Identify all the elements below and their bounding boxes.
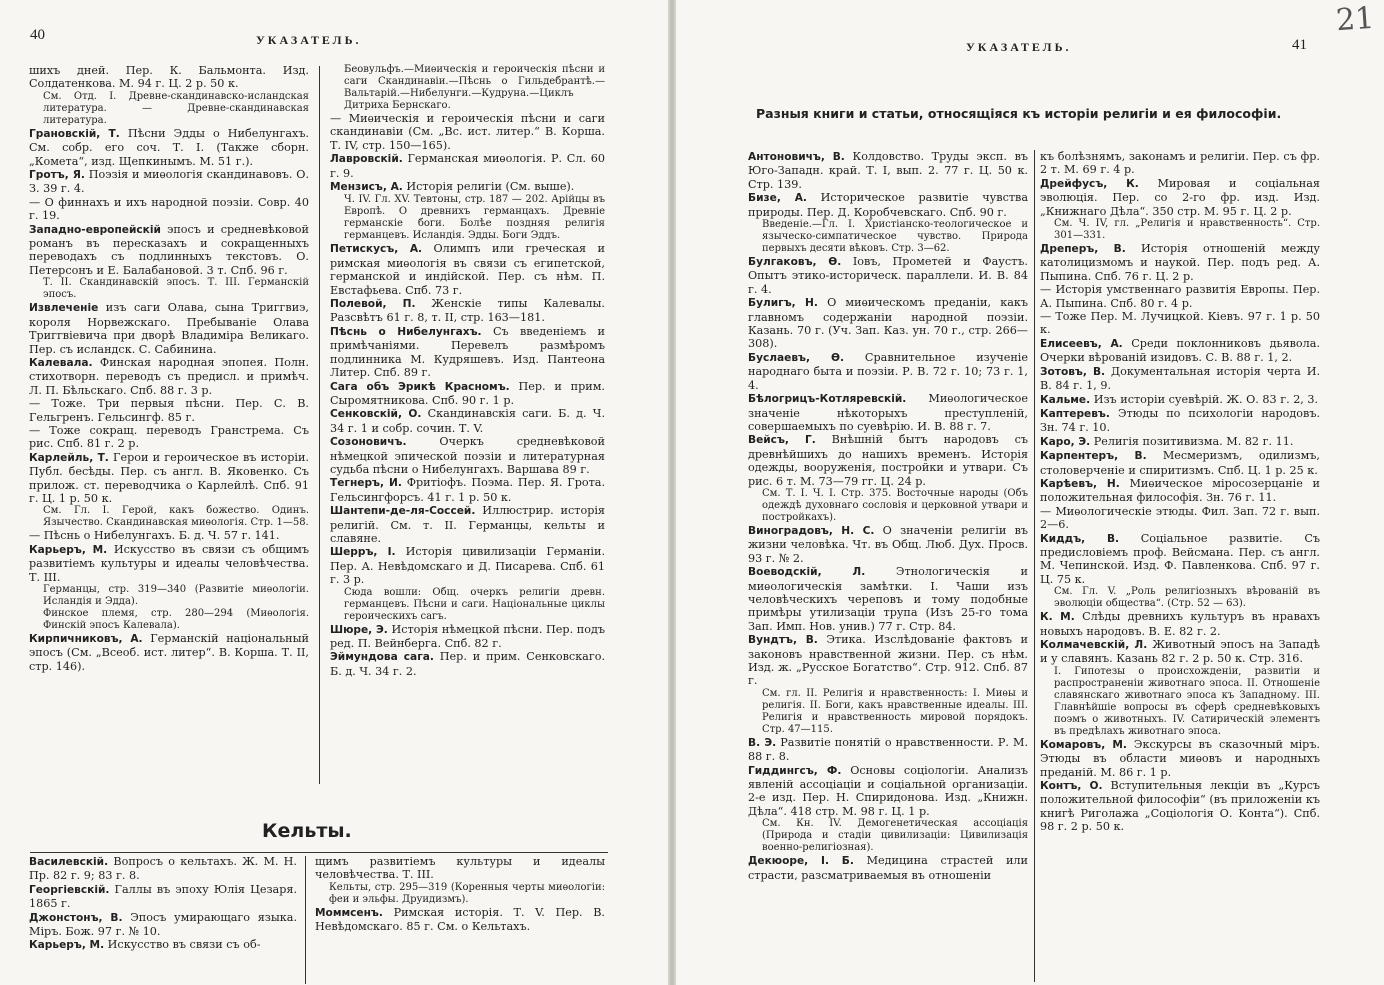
entry-text: Кельты, стр. 295—319 (Коренныя черты миѳологіи: феи и эльфы. Друидизмъ).: [329, 881, 605, 905]
index-entry: [1040, 532, 1320, 587]
entry-text: I. Гипотезы о происхожденіи, развитіи и распространеніи животнаго эпоса. II. Отношеніе славянскаго животнаго эпоса къ Западному. III. Главнѣйшіе вопросы въ сферѣ средневѣковыхъ поэмъ о животныхъ. IV. Сатирическій элементъ въ предѣлахъ животнаго эпоса.: [1054, 665, 1320, 737]
entry-author: Моммсенъ.: [315, 906, 383, 919]
entry-author: Созоновичъ.: [330, 436, 407, 449]
index-entry: [330, 180, 605, 194]
index-entry: [29, 196, 309, 223]
column-rule: [319, 66, 320, 784]
entry-note: [330, 587, 605, 623]
index-entry: [330, 650, 605, 678]
entry-text: Изъ исторіи суевѣрій. Ж. О. 83 г. 2, 3.: [1093, 392, 1319, 406]
entry-text: Римская исторія. Т. V. Пер. В. Невѣдомскаго. 85 г. См. о Кельтахъ.: [315, 905, 605, 934]
index-entry: [29, 543, 309, 584]
entry-text: Этюды по психологіи народовъ. Зн. 74 г. 10.: [1040, 406, 1320, 435]
section-heading: Разныя книги и статьи, относящіяся къ исторіи религіи и ея философіи.: [756, 106, 1282, 121]
entry-author: Комаровъ, М.: [1040, 738, 1127, 751]
entry-text: См. Гл. V. „Роль религіозныхъ вѣрованій въ эволюціи общества“. (Стр. 52 — 63).: [1054, 586, 1320, 610]
entry-author: Карлейль, Т.: [29, 451, 109, 464]
entry-text: Галлы въ эпоху Юлія Цезаря. 1865 г.: [29, 882, 297, 911]
entry-author: Контъ, О.: [1040, 780, 1103, 793]
entry-text: Соціальное развитіе. Съ предисловіемъ проф. Вейсмана. Пер. съ англ. М. Чепинской. Изд. Ф. Павленкова. Спб. 97 г. Ц. 75 к.: [1040, 531, 1321, 586]
index-entry: [1040, 242, 1320, 283]
entry-text: Вступительныя лекціи въ „Курсъ положительной философіи“ (въ приложеніи къ книгѣ Риголажа „Соціологія О. Конта“). Спб. 98 г. 2 р. 50 к.: [1040, 779, 1320, 834]
entry-author: Дреперъ, В.: [1040, 243, 1126, 256]
index-entry: [1040, 610, 1320, 638]
entry-note: [315, 882, 605, 906]
entry-author: Карѣевъ, Н.: [1040, 477, 1120, 490]
entry-note: [748, 488, 1028, 524]
entry-text: эпосъ и средневѣковой романъ въ пересказахъ и сокращенныхъ переводахъ съ подлинныхъ текстовъ. О. Петерсонъ и Е. Балабановой. 3 т. Спб. 96 г.: [29, 222, 309, 277]
entry-author: Декюоре, I. Б.: [748, 855, 854, 868]
entry-text: Документальная исторія черта И. В. 84 г. 1, 9.: [1040, 364, 1321, 393]
page-number: 40: [30, 27, 45, 43]
entry-text: Олимпъ или греческая и римская миѳологія въ связи съ египетской, германской и индійской. Пер. съ нѣм. П. Евстафьева. Спб. 73 г.: [330, 242, 605, 297]
entry-author: Гротъ, Я.: [29, 169, 85, 182]
index-entry: [330, 504, 605, 545]
entry-author: Каптеревъ.: [1040, 407, 1110, 420]
entry-text: Иллюстрир. исторія религій. См. т. II. Германцы, кельты и славяне.: [330, 504, 605, 545]
entry-author: Мензисъ, А.: [330, 181, 403, 194]
index-entry: [1040, 283, 1320, 310]
entry-author: Кирпичниковъ, А.: [29, 633, 143, 645]
entry-text: Религія позитивизма. М. 82 г. 11.: [1093, 434, 1294, 448]
entry-author: Василевскій.: [29, 856, 109, 868]
entry-note: [29, 584, 309, 608]
index-entry: [748, 736, 1028, 764]
entry-author: В. Э.: [748, 736, 777, 749]
entry-author: Бѣлогрицъ-Котляревскій.: [748, 393, 907, 406]
entry-author: Виноградовъ, Н. С.: [748, 524, 875, 537]
index-entry: [330, 297, 605, 325]
entry-text: Германскій національный эпосъ (См. „Всеоб. ист. литер“. В. Корша. Т. II, стр. 146).: [29, 632, 309, 673]
entry-author: Эймундова сага.: [330, 651, 434, 664]
entry-text: Животный эпосъ на Западѣ и у славянъ. Казань 82 г. 2 р. 50 к. Стр. 316.: [1040, 638, 1320, 666]
entry-text: Введеніе.—Гл. I. Христіанско-теологическое и языческо-симпатическое чувство. Природа первыхъ десяти вѣковъ. Стр. 3—62.: [762, 219, 1028, 255]
index-entry: [748, 392, 1028, 433]
index-entry: [1040, 407, 1320, 435]
entry-author: Шерръ, I.: [330, 546, 396, 559]
entry-author: Вундтъ, В.: [748, 634, 818, 647]
section-heading: Кельты.: [262, 820, 352, 842]
entry-text: Герои и героическое въ исторіи. Публ. бесѣды. Пер. съ англ. В. Яковенко. Съ прилож. ст. переводчика о Карлейлѣ. Спб. 91 г. Ц. 1 р. 50 к.: [29, 450, 309, 505]
index-entry: [29, 301, 309, 356]
entry-text: шихъ дней. Пер. К. Бальмонта. Изд. Солдатенкова. М. 94 г. Ц. 2 р. 50 к.: [29, 64, 309, 91]
entry-text: Искусство въ связи съ об-: [107, 938, 261, 952]
entry-author: Воеводскій, Л.: [748, 566, 866, 579]
index-column: [315, 855, 605, 934]
index-entry: [29, 911, 297, 939]
index-entry: [330, 152, 605, 180]
entry-author: Каро, Э.: [1040, 435, 1091, 448]
entry-note: [330, 194, 605, 242]
entry-text: Эпосъ умирающаго языка. Міръ. Бож. 97 г. № 10.: [29, 910, 298, 939]
entry-text: Скандинавскія саги. Б. д. Ч. 34 г. 1 и собр. сочин. Т. V.: [330, 407, 605, 435]
index-entry: [330, 380, 605, 408]
entry-author: Сага объ Эрикѣ Красномъ.: [330, 380, 510, 393]
entry-author: Извлеченіе: [29, 302, 99, 315]
entry-text: Этнологическія и миѳологическія замѣтки. I. Чаши изъ человѣческихъ череповъ и тому подобные примѣры утилизаціи трупа (Изъ 25-го тома Зап. Имп. Нов. унив.) 77 г. Стр. 84.: [748, 565, 1029, 633]
index-entry: [748, 854, 1028, 882]
page-number: 41: [1292, 37, 1307, 53]
right-page: [676, 0, 1384, 985]
entry-note: [29, 608, 309, 632]
index-entry: [315, 855, 605, 882]
entry-author: Елисеевъ, А.: [1040, 337, 1123, 350]
entry-text: — Тоже сокращ. переводъ Гранстрема. Съ рис. Спб. 81 г. 2 р.: [29, 423, 309, 451]
running-head: УКАЗАТЕЛЬ.: [256, 33, 362, 47]
entry-note: [748, 219, 1028, 255]
entry-note: [29, 91, 309, 127]
entry-note: [1040, 666, 1320, 738]
entry-text: — Пѣснь о Нибелунгахъ. Б. д. Ч. 57 г. 141.: [29, 529, 280, 543]
entry-text: Мировая и соціальная эволюція. Пер. со 2-го фр. изд. Изд. „Книжнаго Дѣла“. 350 стр. М. 95 г. Ц. 2 р.: [1040, 176, 1320, 218]
entry-text: Экскурсы въ сказочный міръ. Этюды въ области миѳовъ и народныхъ преданій. М. 86 г. 1 р.: [1040, 737, 1320, 779]
left-page: [0, 0, 668, 985]
entry-text: Этика. Изслѣдованіе фактовъ и законовъ нравственной жизни. Пер. съ нѣм. Изд. ж. „Русское Богатство“. Стр. 912. Спб. 87 г.: [748, 633, 1028, 688]
entry-text: Очеркъ средневѣковой нѣмецкой эпической поэзіи и литературная судьба пѣсни о Нибелунгахъ. Варшава 89 г.: [330, 435, 606, 476]
index-entry: [29, 938, 297, 952]
index-entry: [29, 397, 309, 424]
index-entry: [330, 435, 605, 476]
index-entry: [748, 524, 1028, 565]
index-entry: [1040, 337, 1320, 365]
entry-author: Грановскій, Т.: [29, 127, 120, 140]
entry-text: Историческое развитіе чувства природы. Пер. Д. Коробчевскаго. Спб. 90 г.: [748, 191, 1028, 219]
index-entry: [748, 764, 1028, 819]
index-entry: [29, 127, 309, 168]
entry-text: Германцы, стр. 319—340 (Развитіе миѳологіи. Исландія и Эдда).: [43, 584, 309, 607]
entry-note: [1040, 586, 1320, 610]
entry-text: См. Кн. IV. Демогенетическая ассоціація (Природа и стадіи цивилизаціи: Цивилизація военно-религіозная).: [762, 818, 1028, 854]
entry-text: Миѳологическое значеніе нѣкоторыхъ преступленій, совершаемыхъ по суевѣрію. И. В. 88 г. 7.: [748, 392, 1028, 433]
entry-text: — Миѳическія и героическія пѣсни и саги скандинавіи (См. „Вс. ист. литер.“ В. Корша. Т. IV, стр. 150—165).: [330, 112, 605, 152]
index-entry: [330, 242, 605, 297]
index-entry: [330, 112, 605, 152]
index-entry: [1040, 638, 1320, 666]
entry-text: См. Ч. IV, гл. „Религія и нравственность“. Стр. 301—331.: [1054, 218, 1320, 242]
index-entry: [330, 623, 605, 651]
index-column: [29, 855, 297, 953]
entry-author: Петискусъ, А.: [330, 243, 423, 256]
index-entry: [29, 356, 309, 397]
entry-text: Фритіофъ. Поэма. Пер. Я. Грота. Гельсингфорсъ. 41 г. 1 р. 50 к.: [330, 476, 606, 504]
index-entry: [330, 476, 605, 504]
entry-author: Бизе, А.: [748, 192, 807, 205]
index-entry: [315, 906, 605, 934]
entry-text: Женскіе типы Калевалы. Разсвѣтъ 61 г. 8, т. II, стр. 163—181.: [330, 297, 605, 325]
index-entry: [29, 451, 309, 506]
index-entry: [1040, 477, 1320, 505]
entry-text: Сравнительное изученіе народнаго быта и поэзіи. Р. В. 72 г. 10; 73 г. 1, 4.: [748, 350, 1029, 392]
entry-text: Исторія нѣмецкой пѣсни. Пер. подъ ред. П. Вейнберга. Спб. 82 г.: [330, 622, 605, 650]
index-entry: [29, 223, 309, 278]
entry-text: Финское племя, стр. 280—294 (Миѳологія. Финскій эпосъ Калевала).: [43, 608, 309, 631]
entry-text: Финская народная эпопея. Полн. стихотворн. переводъ съ предисл. и примѣч. Л. П. Бѣльскаго. Спб. 88 г. 3 р.: [29, 355, 309, 397]
running-head: УКАЗАТЕЛЬ.: [966, 40, 1072, 54]
column-rule: [305, 856, 306, 984]
entry-text: Съ введеніемъ и примѣчаніями. Перевелъ размѣромъ подлинника М. Кудряшевъ. Изд. Пантеона Литер. Спб. 89 г.: [330, 324, 605, 380]
entry-author: Джонстонъ, В.: [29, 911, 123, 924]
entry-text: Колдовство. Труды эксп. въ Юго-Западн. край. Т. I, вып. 2. 77 г. Ц. 50 к. Стр. 139.: [748, 150, 1028, 191]
entry-text: Основы соціологіи. Анализъ явленій ассоціаціи и соціальной организаціи. 2-е изд. Пер. Н. Спиридонова. Изд. „Книжн. Дѣла“. 418 стр. М. 98 г. Ц. 1 р.: [748, 763, 1028, 818]
entry-text: Пѣсни Эдды о Нибелунгахъ. См. собр. его соч. Т. I. (Также сборн. „Комета“, изд. Щепкинымъ. М. 51 г.).: [29, 126, 309, 168]
entry-text: Медицина страстей или страсти, разсматриваемыя въ отношеніи: [748, 854, 1028, 882]
entry-text: Среди поклонниковъ дьявола. Очерки вѣрованій изидовъ. С. В. 88 г. 1, 2.: [1040, 336, 1321, 365]
index-entry: [748, 296, 1028, 351]
index-column: [29, 64, 309, 673]
entry-author: Булгаковъ, Ѳ.: [748, 256, 842, 269]
entry-text: Іовъ, Прометей и Фаустъ. Опытъ этико-историческ. параллели. И. В. 84 г. 4.: [748, 255, 1028, 296]
index-column: [748, 150, 1028, 882]
entry-text: Сюда вошли: Общ. очеркъ религіи древн. германцевъ. Пѣсни и саги. Національные циклы героическихъ сагъ.: [344, 586, 605, 622]
index-entry: [1040, 449, 1320, 477]
entry-text: — Миѳологическіе этюды. Фил. Зап. 72 г. вып. 2—6.: [1040, 504, 1320, 532]
index-entry: [748, 255, 1028, 296]
entry-text: См. Гл. I. Герой, какъ божество. Одинъ. Язычество. Скандинавская миѳологія. Стр. 1—58.: [43, 505, 309, 529]
entry-note: [29, 277, 309, 301]
index-entry: [748, 150, 1028, 191]
entry-text: О значеніи религіи въ жизни человѣка. Чт. въ Общ. Люб. Дух. Просв. 93 г. № 2.: [748, 523, 1028, 565]
entry-text: изъ саги Олава, сына Триггвиэ, короля Норвежскаго. Пребываніе Олава Триггвіевича при дворѣ Владиміра Великаго. Пер. съ исландск. С. Сабинина.: [29, 301, 309, 356]
entry-author: Кальме.: [1040, 393, 1091, 406]
entry-text: Ч. IV. Гл. XV. Тевтоны, стр. 187 — 202. Арійцы въ Европѣ. О древнихъ германцахъ. Древніе германскіе боги. Болѣе поздняя религія германцевъ. Исландія. Эдды. Боги Эддъ.: [344, 194, 605, 242]
entry-text: Пер. и прим. Сенковскаго. Б. д. Ч. 34 г. 2.: [330, 650, 606, 678]
entry-author: Дрейфусъ, К.: [1040, 177, 1139, 190]
index-entry: [1040, 310, 1320, 337]
index-entry: [29, 64, 309, 91]
entry-text: См. Отд. I. Древне-скандинавско-исландская литература. — Древне-скандинавская литература.: [43, 90, 309, 126]
handwritten-mark: 21: [1334, 0, 1376, 39]
index-entry: [29, 529, 309, 542]
entry-text: Миѳическое міросозерцаніе и положительная философія. Зн. 76 г. 11.: [1040, 476, 1321, 505]
entry-author: Шантепи-де-ля-Соссей.: [330, 505, 476, 518]
entry-text: Германская миѳологія. Р. Сл. 60 г. 9.: [330, 152, 605, 180]
index-entry: [1040, 435, 1320, 449]
index-entry: [748, 351, 1028, 392]
entry-author: Буслаевъ, Ѳ.: [748, 351, 845, 364]
index-entry: [1040, 150, 1320, 177]
entry-text: Беовульфъ.—Миѳическія и героическія пѣсни и саги Скандинавіи.—Пѣснь о Гильдебрантѣ.—Вальтарій.—Нибелунги.—Кудруна.—Циклъ Дитриха Бернскаго.: [344, 64, 605, 111]
entry-author: Зотовъ, В.: [1040, 365, 1106, 378]
entry-text: Внѣшній бытъ народовъ съ древнѣйшихъ до нашихъ временъ. Исторія одежды, вооруженія, постройки и утвари. Съ рис. 6 т. М. 73—79 гг. Ц. 24 р.: [748, 433, 1028, 488]
index-entry: [1040, 365, 1320, 393]
entry-author: К. М.: [1040, 611, 1075, 624]
index-entry: [29, 632, 309, 673]
index-entry: [1040, 738, 1320, 779]
entry-text: Развитіе понятій о нравственности. Р. М. 88 г. 8.: [748, 735, 1029, 764]
entry-text: Месмеризмъ, одилизмъ, столоверченіе и спиритизмъ. Спб. Ц. 1 р. 25 к.: [1040, 449, 1320, 477]
index-entry: [748, 191, 1028, 219]
index-column: [1040, 150, 1320, 834]
index-entry: [330, 325, 605, 380]
entry-text: — Тоже. Три первыя пѣсни. Пер. С. В. Гельгренъ. Гельсингф. 85 г.: [29, 397, 309, 424]
entry-author: Антоновичъ, В.: [748, 151, 845, 163]
entry-author: Георгіевскій.: [29, 883, 110, 896]
entry-text: Исторія цивилизаціи Германіи. Пер. А. Невѣдомскаго и Д. Писарева. Спб. 61 г. 3 р.: [330, 545, 606, 587]
entry-text: Вопросъ о кельтахъ. Ж. М. Н. Пр. 82 г. 9; 83 г. 8.: [29, 855, 297, 883]
entry-text: См. гл. II. Религія и нравственность: I. Миѳы и религія. II. Боги, какъ нравственные идеалы. III. Религія и нравственность мировой порядокъ. Стр. 47—115.: [762, 687, 1028, 735]
column-rule: [1034, 150, 1035, 982]
entry-author: Калевала.: [29, 356, 93, 369]
entry-text: Исторія религіи (См. выше).: [406, 180, 575, 194]
entry-note: [748, 688, 1028, 736]
entry-text: Искусство въ связи съ общимъ развитіемъ культуры и идеалы человѣчества. Т. III.: [29, 542, 309, 584]
entry-author: Карпентеръ, В.: [1040, 450, 1147, 463]
index-entry: [1040, 393, 1320, 407]
entry-text: Слѣды древнихъ культуръ въ нравахъ новыхъ народовъ. В. Е. 82 г. 2.: [1040, 610, 1320, 638]
index-entry: [29, 168, 309, 196]
index-column: [330, 64, 605, 678]
entry-author: Лавровскій.: [330, 153, 403, 166]
index-entry: [330, 407, 605, 435]
book-gutter: [668, 0, 676, 985]
entry-text: Поэзія и миѳологія скандинавовъ. О. З. 39 г. 4.: [29, 168, 310, 196]
entry-author: Шюре, Э.: [330, 623, 388, 636]
entry-author: Тегнеръ, И.: [330, 477, 402, 490]
entry-author: Вейсъ, Г.: [748, 434, 816, 447]
index-entry: [1040, 779, 1320, 834]
entry-text: Исторія отношеній между католицизмомъ и наукой. Пер. подъ ред. А. Пыпина. Спб. 76 г. Ц. 2 р.: [1040, 242, 1320, 283]
entry-text: См. Т. I. Ч. I. Стр. 375. Восточные народы (Объ одеждѣ духовнаго сословія и церковной утвари и постройкахъ).: [762, 487, 1028, 523]
index-entry: [29, 883, 297, 911]
index-entry: [748, 433, 1028, 488]
entry-text: — Тоже Пер. М. Лучицкой. Кіевъ. 97 г. 1 р. 50 к.: [1040, 310, 1320, 337]
index-entry: [748, 565, 1028, 633]
entry-note: [29, 505, 309, 529]
entry-text: Т. II. Скандинавскій эпосъ. Т. III. Германскій эпосъ.: [43, 277, 309, 301]
section-rule: [30, 852, 608, 853]
entry-text: О миѳическомъ преданіи, какъ главномъ содержаніи народной поэзіи. Казань. 70 г. (Уч. Зап. Каз. ун. 70 г., стр. 266—308).: [748, 296, 1028, 351]
index-entry: [330, 545, 605, 586]
entry-text: Пер. и прим. Сыромятникова. Спб. 90 г. 1 р.: [330, 379, 605, 407]
entry-text: къ болѣзнямъ, законамъ и религіи. Пер. съ фр. 2 т. М. 69 г. 4 р.: [1040, 150, 1320, 177]
entry-author: Сенковскій, О.: [330, 408, 422, 421]
index-entry: [1040, 177, 1320, 218]
entry-author: Колмачевскій, Л.: [1040, 639, 1148, 651]
entry-author: Полевой, П.: [330, 298, 416, 311]
entry-note: [1040, 218, 1320, 242]
entry-author: Гиддингсъ, Ф.: [748, 764, 842, 777]
index-entry: [1040, 505, 1320, 532]
entry-text: — Исторія умственнаго развитія Европы. Пер. А. Пыпина. Спб. 80 г. 4 р.: [1040, 283, 1320, 310]
entry-note: [330, 64, 605, 112]
entry-text: — О финнахъ и ихъ народной поэзіи. Совр. 40 г. 19.: [29, 195, 309, 223]
index-entry: [29, 424, 309, 451]
entry-note: [748, 818, 1028, 854]
entry-text: щимъ развитіемъ культуры и идеалы человѣчества. Т. III.: [315, 855, 605, 882]
index-entry: [29, 855, 297, 883]
entry-author: Киддъ, В.: [1040, 532, 1120, 545]
entry-author: Карьеръ, М.: [29, 939, 105, 952]
entry-author: Западно-европейскій: [29, 223, 161, 236]
entry-author: Пѣснь о Нибелунгахъ.: [330, 325, 482, 338]
entry-author: Карьеръ, М.: [29, 543, 108, 556]
index-entry: [748, 633, 1028, 688]
entry-author: Булигъ, Н.: [748, 297, 818, 310]
